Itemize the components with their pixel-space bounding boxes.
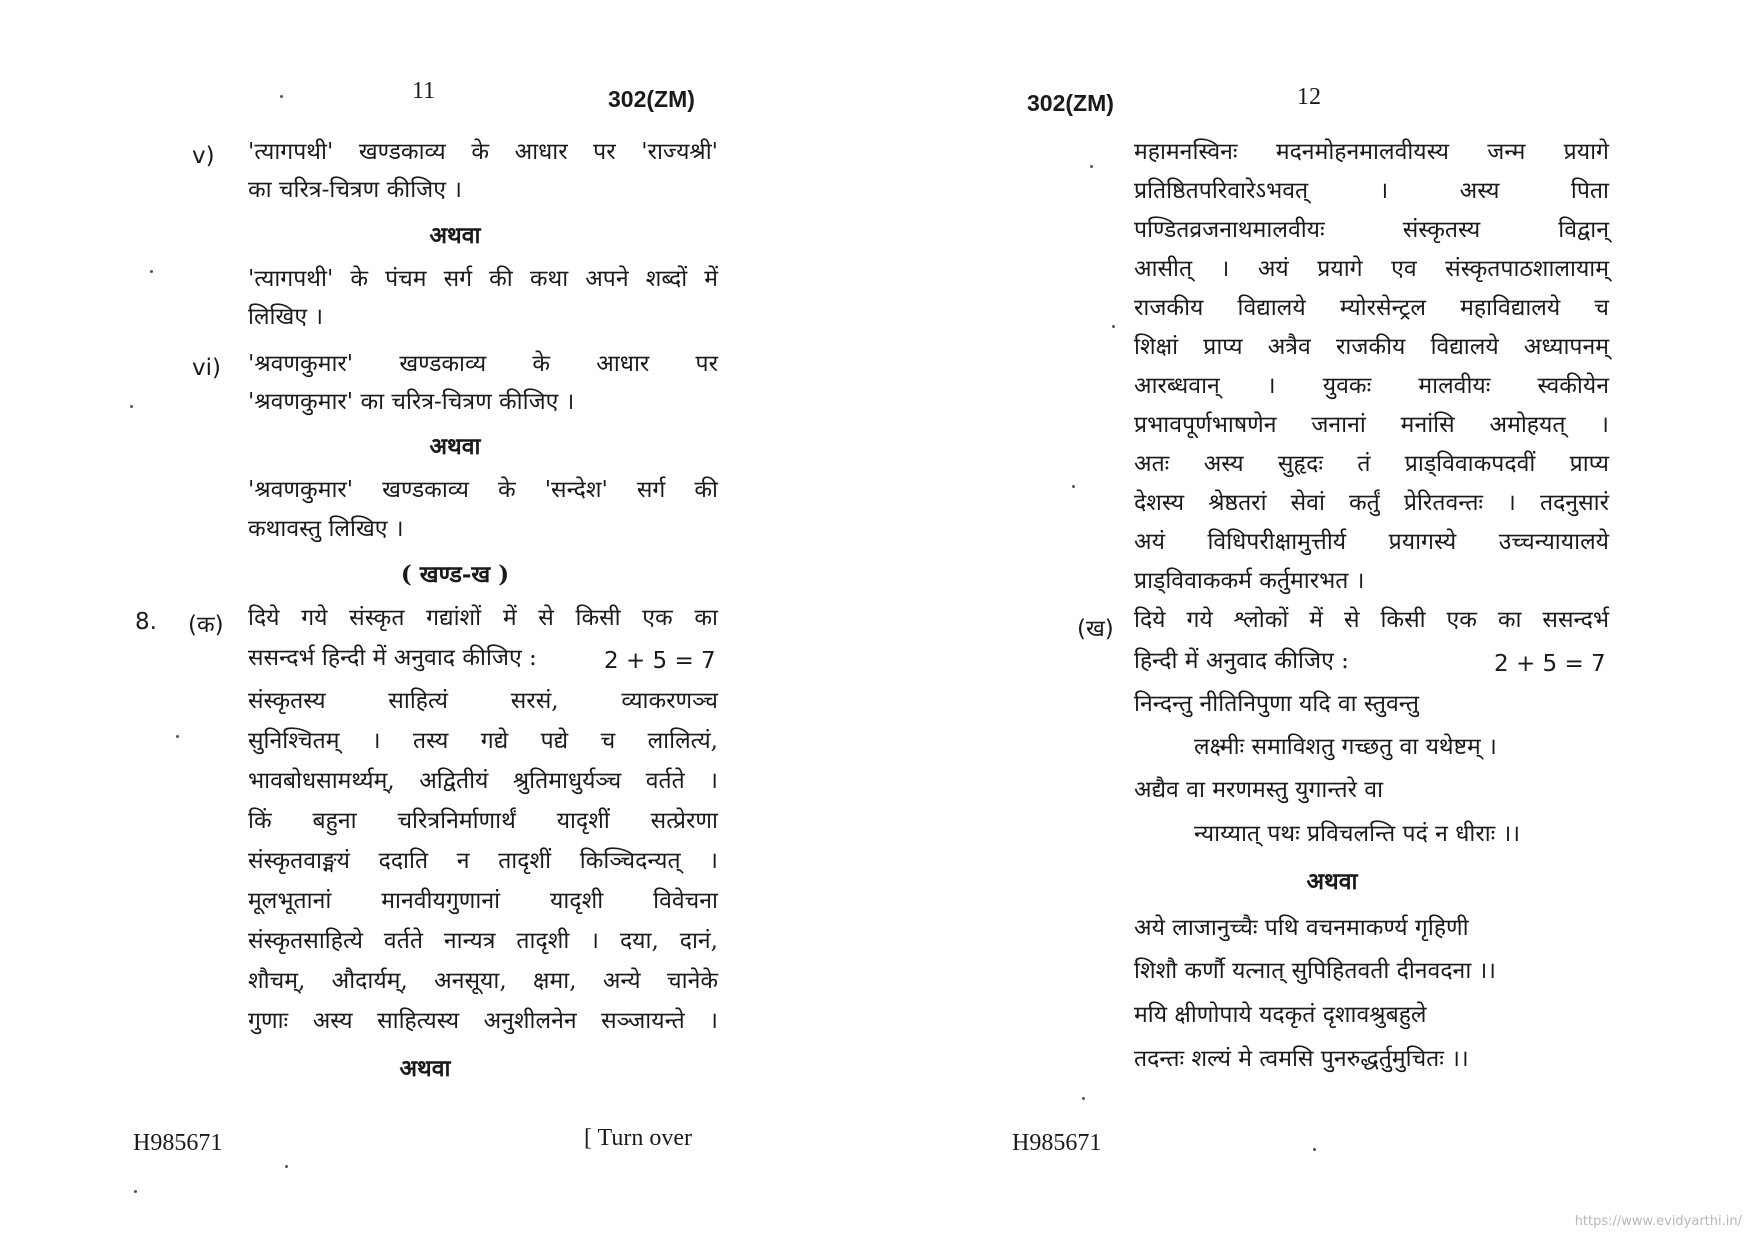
scan-speck xyxy=(130,405,133,408)
passage-line: प्राड्विवाककर्म कर्तुमारभत । xyxy=(1134,568,1365,594)
question-text: 'त्यागपथी' के पंचम सर्ग की कथा अपने शब्दों में xyxy=(248,266,718,292)
footer-code: H985671 xyxy=(1012,1130,1102,1156)
question-text: कथावस्तु लिखिए । xyxy=(248,516,404,542)
scan-speck xyxy=(1313,1148,1316,1151)
passage-line: राजकीय विद्यालये म्योरसेन्ट्रल महाविद्यालये च xyxy=(1134,295,1609,321)
paper-code: 302(ZM) xyxy=(608,86,695,112)
or-label: अथवा xyxy=(1306,868,1358,895)
shloka-line: न्याय्यात् पथः प्रविचलन्ति पदं न धीराः ।। xyxy=(1194,821,1521,847)
passage-line: संस्कृतस्य साहित्यं सरसं, व्याकरणञ्च xyxy=(248,688,718,714)
question-text: 'श्रवणकुमार' खण्डकाव्य के आधार पर xyxy=(248,351,718,377)
watermark: https://www.evidyarthi.in/ xyxy=(1574,1214,1742,1229)
question-text: 'त्यागपथी' खण्डकाव्य के आधार पर 'राज्यश्री' xyxy=(248,139,718,165)
scan-speck xyxy=(1072,485,1075,488)
question-text: 'श्रवणकुमार' का चरित्र-चित्रण कीजिए । xyxy=(248,389,575,415)
passage-line: भावबोधसामर्थ्यम्, अद्वितीयं श्रुतिमाधुर्यञ्च वर्तते । xyxy=(248,768,718,794)
scan-speck xyxy=(1090,165,1093,168)
question-number: 8. xyxy=(135,609,157,635)
turn-over-label: [ Turn over xyxy=(584,1125,693,1151)
question-text: हिन्दी में अनुवाद कीजिए : xyxy=(1134,648,1349,674)
question-text: लिखिए । xyxy=(248,304,324,330)
passage-line: संस्कृतवाङ्मयं ददाति न तादृशीं किञ्चिदन्यत् । xyxy=(248,848,718,874)
passage-line: महामनस्विनः मदनमोहनमालवीयस्य जन्म प्रयागे xyxy=(1134,139,1609,165)
passage-line: किं बहुना चरित्रनिर्माणार्थं यादृशीं सत्प्रेरणा xyxy=(248,808,718,834)
passage-line: आरब्धवान् । युवकः मालवीयः स्वकीयेन xyxy=(1134,373,1609,399)
sub-question-marker: (क) xyxy=(188,612,224,638)
page-number: 11 xyxy=(412,78,436,104)
scan-speck xyxy=(1082,1097,1085,1100)
section-heading: ( खण्ड-ख ) xyxy=(400,561,510,588)
question-text: ससन्दर्भ हिन्दी में अनुवाद कीजिए : xyxy=(248,645,537,671)
passage-line: देशस्य श्रेष्ठतरां सेवां कर्तुं प्रेरितवन्तः । तदनुसारं xyxy=(1134,490,1609,516)
marks: 2 + 5 = 7 xyxy=(1494,651,1606,677)
footer-code: H985671 xyxy=(133,1130,223,1156)
question-marker-v: v) xyxy=(192,143,215,169)
or-label: अथवा xyxy=(429,222,481,249)
passage-line: सुनिश्चितम् । तस्य गद्ये पद्ये च लालित्यं, xyxy=(248,728,718,754)
question-text: दिये गये श्लोकों में से किसी एक का ससन्दर्भ xyxy=(1134,607,1609,633)
scan-speck xyxy=(134,1190,137,1193)
shloka-line: अये लाजानुच्चैः पथि वचनमाकर्ण्य गृहिणी xyxy=(1134,915,1469,941)
or-label: अथवा xyxy=(429,433,481,460)
passage-line: आसीत् । अयं प्रयागे एव संस्कृतपाठशालायाम् xyxy=(1134,256,1609,282)
marks: 2 + 5 = 7 xyxy=(604,648,716,674)
scan-speck xyxy=(176,735,179,738)
question-marker-vi: vi) xyxy=(192,355,221,381)
passage-line: प्रभावपूर्णभाषणेन जनानां मनांसि अमोहयत् । xyxy=(1134,412,1609,438)
passage-line: प्रतिष्ठितपरिवारेऽभवत् । अस्य पिता xyxy=(1134,178,1609,204)
shloka-line: तदन्तः शल्यं मे त्वमसि पुनरुद्धर्तुमुचितः ।। xyxy=(1134,1046,1469,1072)
shloka-line: मयि क्षीणोपाये यदकृतं दृशावश्रुबहुले xyxy=(1134,1002,1427,1028)
passage-line: शिक्षां प्राप्य अत्रैव राजकीय विद्यालये अध्यापनम् xyxy=(1134,334,1609,360)
shloka-line: अद्यैव वा मरणमस्तु युगान्तरे वा xyxy=(1134,777,1384,803)
question-text: 'श्रवणकुमार' खण्डकाव्य के 'सन्देश' सर्ग की xyxy=(248,477,718,503)
shloka-line: शिशौ कर्णौ यत्नात् सुपिहितवती दीनवदना ।। xyxy=(1134,958,1497,984)
passage-line: मूलभूतानां मानवीयगुणानां यादृशी विवेचना xyxy=(248,888,718,914)
scan-speck xyxy=(150,270,153,273)
question-text: का चरित्र-चित्रण कीजिए । xyxy=(248,177,462,203)
page-number: 12 xyxy=(1297,84,1321,110)
scan-speck xyxy=(1112,325,1115,328)
scan-speck xyxy=(285,1165,288,1168)
scan-speck xyxy=(280,95,283,98)
sub-question-marker: (ख) xyxy=(1077,616,1114,642)
shloka-line: लक्ष्मीः समाविशतु गच्छतु वा यथेष्टम् । xyxy=(1194,734,1497,760)
passage-line: अतः अस्य सुहृदः तं प्राड्विवाकपदवीं प्राप्य xyxy=(1134,451,1609,477)
or-label: अथवा xyxy=(399,1055,451,1082)
passage-line: संस्कृतसाहित्ये वर्तते नान्यत्र तादृशी । दया, दानं, xyxy=(248,928,718,954)
shloka-line: निन्दन्तु नीतिनिपुणा यदि वा स्तुवन्तु xyxy=(1134,691,1419,717)
passage-line: शौचम्, औदार्यम्, अनसूया, क्षमा, अन्ये चानेके xyxy=(248,968,718,994)
right-page xyxy=(877,0,1754,1241)
passage-line: गुणाः अस्य साहित्यस्य अनुशीलनेन सञ्जायन्ते । xyxy=(248,1008,718,1034)
paper-code: 302(ZM) xyxy=(1027,90,1114,116)
passage-line: पण्डितव्रजनाथमालवीयः संस्कृतस्य विद्वान् xyxy=(1134,217,1609,243)
passage-line: अयं विधिपरीक्षामुत्तीर्य प्रयागस्ये उच्चन्यायालये xyxy=(1134,529,1609,555)
question-text: दिये गये संस्कृत गद्यांशों में से किसी एक का xyxy=(248,605,718,631)
